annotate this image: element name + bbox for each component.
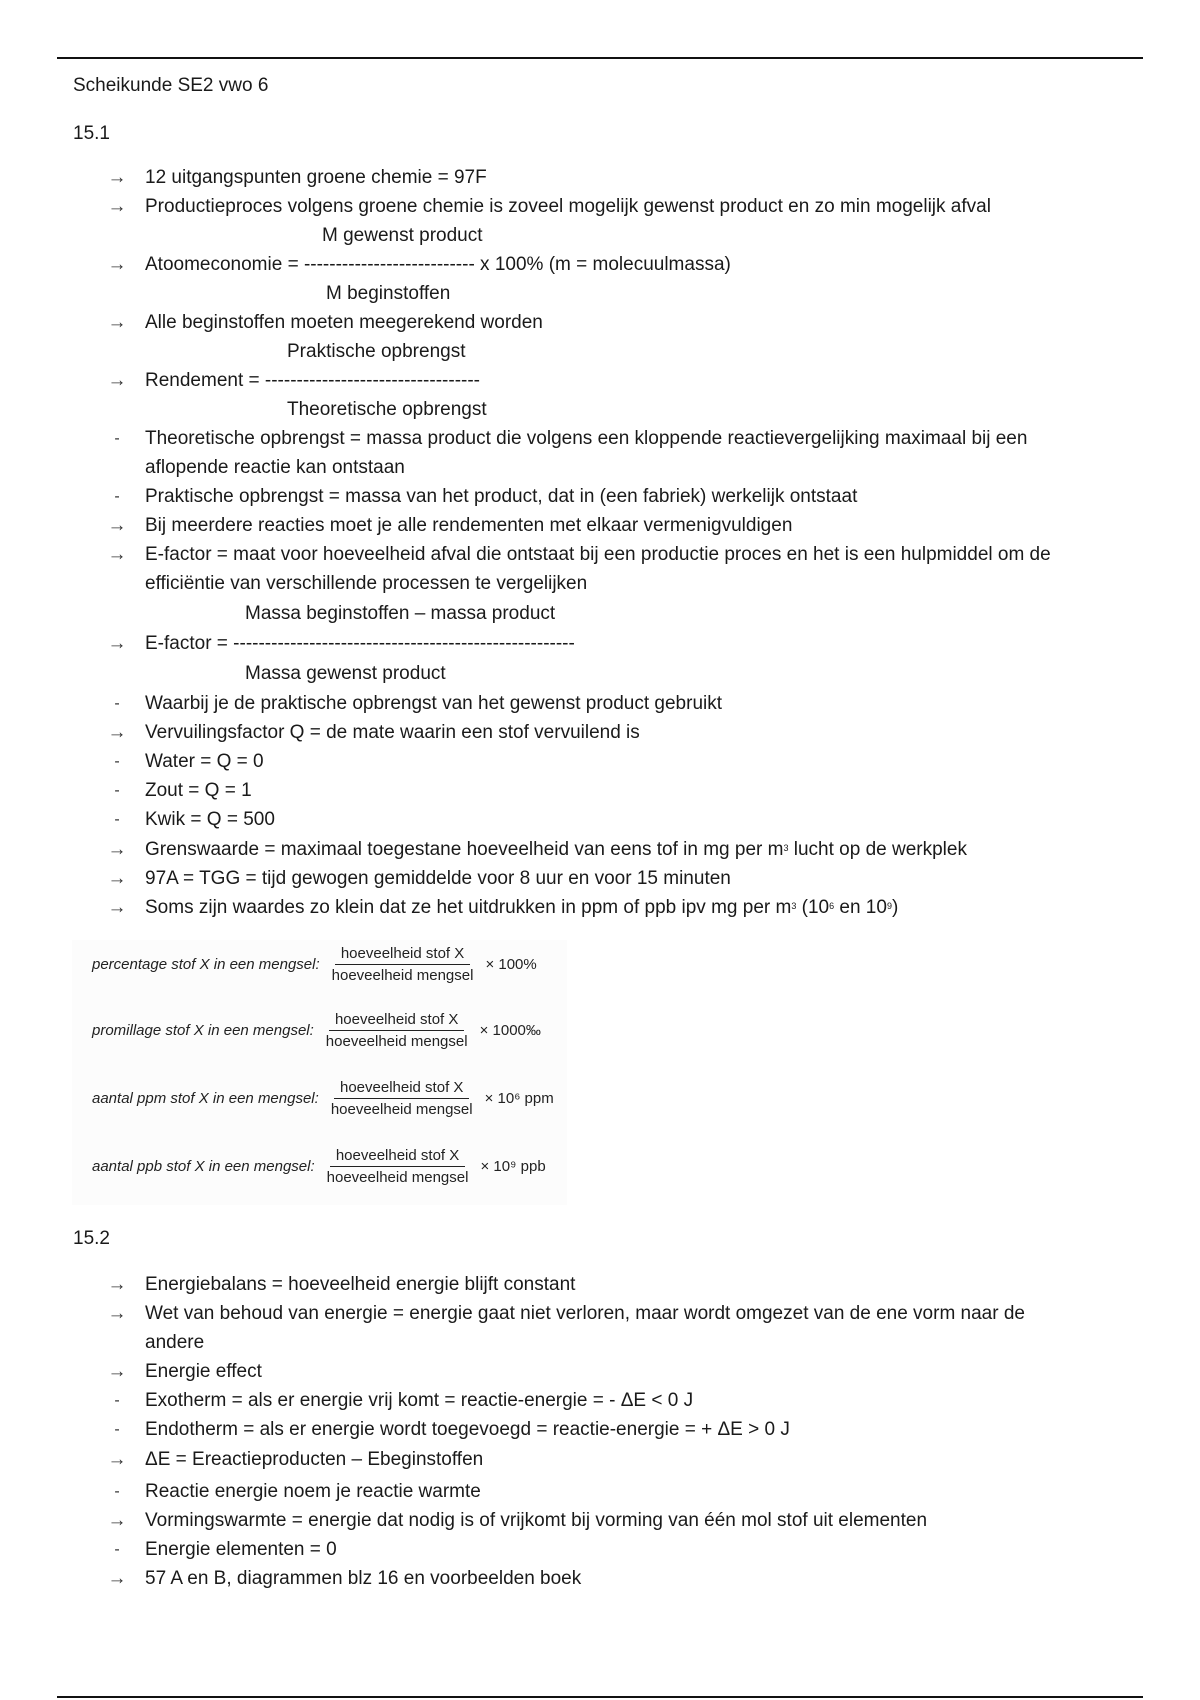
- arrow-bullet: →: [107, 1361, 127, 1382]
- formula-multiplier: × 10⁶ ppm: [484, 1089, 554, 1107]
- atoomeconomie-formula: Atoomeconomie = --------------------------- x 100% (m = molecuulmassa): [145, 254, 731, 275]
- arrow-bullet: →: [107, 370, 127, 391]
- formula-multiplier: × 10⁹ ppb: [480, 1157, 546, 1175]
- formula-label: percentage stof X in een mengsel:: [92, 955, 320, 973]
- fraction: [320, 1011, 474, 1050]
- fraction-numerator: hoeveelheid stof X: [330, 1147, 465, 1167]
- section-title-15-2: 15.2: [73, 1228, 110, 1249]
- list-item: 97A = TGG = tijd gewogen gemiddelde voor 8 uur en voor 15 minuten: [145, 868, 731, 889]
- list-item: Bij meerdere reacties moet je alle rendementen met elkaar vermenigvuldigen: [145, 515, 793, 536]
- fraction-numerator: hoeveelheid stof X: [334, 1079, 469, 1099]
- dash-bullet: -: [114, 695, 120, 712]
- arrow-bullet: →: [107, 839, 127, 860]
- arrow-bullet: →: [107, 1449, 127, 1470]
- list-item: Energiebalans = hoeveelheid energie blijft constant: [145, 1274, 576, 1295]
- efactor-denominator: Massa gewenst product: [245, 663, 446, 684]
- list-item: Endotherm = als er energie wordt toegevoegd = reactie-energie = + ΔE > 0 J: [145, 1419, 790, 1440]
- fraction: [326, 945, 480, 984]
- list-item: Productieproces volgens groene chemie is zoveel mogelijk gewenst product en zo min mogelijk afval: [145, 196, 991, 217]
- dash-bullet: -: [114, 753, 120, 770]
- arrow-bullet: →: [107, 167, 127, 188]
- list-item: ΔE = Ereactieproducten – Ebeginstoffen: [145, 1449, 484, 1470]
- dash-bullet: -: [114, 1421, 120, 1438]
- list-item: Water = Q = 0: [145, 751, 264, 772]
- dash-bullet: -: [114, 1483, 120, 1500]
- list-item: Reactie energie noem je reactie warmte: [145, 1481, 481, 1502]
- dash-bullet: -: [114, 488, 120, 505]
- formula-label: aantal ppm stof X in een mengsel:: [92, 1089, 319, 1107]
- fraction-numerator: hoeveelheid stof X: [329, 1011, 464, 1031]
- arrow-bullet: →: [107, 1568, 127, 1589]
- arrow-bullet: →: [107, 196, 127, 217]
- section-title-15-1: 15.1: [73, 123, 110, 144]
- formula-row-percentage: [92, 940, 537, 988]
- fraction-denominator: hoeveelheid mengsel: [326, 1168, 469, 1186]
- efactor-numerator: Massa beginstoffen – massa product: [245, 603, 556, 624]
- list-item: Energie elementen = 0: [145, 1539, 337, 1560]
- list-item: Energie effect: [145, 1361, 262, 1382]
- fraction: [321, 1147, 475, 1186]
- dash-bullet: -: [114, 811, 120, 828]
- atoom-numerator: M gewenst product: [322, 225, 483, 246]
- list-item-continuation: efficiëntie van verschillende processen te vergelijken: [145, 573, 588, 594]
- efactor-formula: E-factor = ------------------------------------------------------: [145, 633, 575, 654]
- formula-multiplier: × 100%: [485, 955, 537, 973]
- arrow-bullet: →: [107, 1274, 127, 1295]
- rendement-denominator: Theoretische opbrengst: [287, 399, 487, 420]
- formula-row-ppm: [92, 1074, 554, 1122]
- list-item: E-factor = maat voor hoeveelheid afval die ontstaat bij een productie proces en het is een hulpmiddel om de: [145, 544, 1051, 565]
- fraction-denominator: hoeveelheid mengsel: [331, 966, 474, 984]
- arrow-bullet: →: [107, 868, 127, 889]
- formula-row-promillage: [92, 1006, 541, 1054]
- formula-label: promillage stof X in een mengsel:: [92, 1021, 314, 1039]
- arrow-bullet: →: [107, 1303, 127, 1324]
- arrow-bullet: →: [107, 722, 127, 743]
- list-item: 57 A en B, diagrammen blz 16 en voorbeelden boek: [145, 1568, 582, 1589]
- fraction: [325, 1079, 479, 1118]
- dash-bullet: -: [114, 430, 120, 447]
- list-item: Alle beginstoffen moeten meegerekend worden: [145, 312, 543, 333]
- top-rule: [57, 57, 1143, 59]
- list-item: Waarbij je de praktische opbrengst van het gewenst product gebruikt: [145, 693, 723, 714]
- list-item: Wet van behoud van energie = energie gaat niet verloren, maar wordt omgezet van de ene vorm naar de: [145, 1303, 1025, 1324]
- atoom-denominator: M beginstoffen: [326, 283, 451, 304]
- document-header: Scheikunde SE2 vwo 6: [73, 75, 269, 96]
- list-item: Vormingswarmte = energie dat nodig is of vrijkomt bij vorming van één mol stof uit elementen: [145, 1510, 928, 1531]
- list-item-grenswaarde: Grenswaarde = maximaal toegestane hoeveelheid van eens tof in mg per $m^3$ lucht op de werkplek: [145, 839, 967, 860]
- list-item: Kwik = Q = 500: [145, 809, 275, 830]
- fraction-denominator: hoeveelheid mengsel: [330, 1100, 473, 1118]
- list-item: Zout = Q = 1: [145, 780, 252, 801]
- list-item: Exotherm = als er energie vrij komt = reactie-energie = - ΔE < 0 J: [145, 1390, 694, 1411]
- arrow-bullet: →: [107, 254, 127, 275]
- list-item: 12 uitgangspunten groene chemie = 97F: [145, 167, 487, 188]
- arrow-bullet: →: [107, 544, 127, 565]
- arrow-bullet: →: [107, 1510, 127, 1531]
- dash-bullet: -: [114, 782, 120, 799]
- rendement-formula: Rendement = ----------------------------------: [145, 370, 481, 391]
- list-item-continuation: aflopende reactie kan ontstaan: [145, 457, 405, 478]
- arrow-bullet: →: [107, 633, 127, 654]
- formula-row-ppb: [92, 1142, 546, 1190]
- list-item: Vervuilingsfactor Q = de mate waarin een stof vervuilend is: [145, 722, 640, 743]
- dash-bullet: -: [114, 1541, 120, 1558]
- list-item: Theoretische opbrengst = massa product die volgens een kloppende reactievergelijking maximaal bij een: [145, 428, 1028, 449]
- arrow-bullet: →: [107, 897, 127, 918]
- list-item: Praktische opbrengst = massa van het product, dat in (een fabriek) werkelijk ontstaat: [145, 486, 858, 507]
- arrow-bullet: →: [107, 312, 127, 333]
- arrow-bullet: →: [107, 515, 127, 536]
- fraction-denominator: hoeveelheid mengsel: [325, 1032, 468, 1050]
- concentration-formulas-figure: [72, 940, 567, 1205]
- list-item-continuation: andere: [145, 1332, 205, 1353]
- formula-label: aantal ppb stof X in een mengsel:: [92, 1157, 315, 1175]
- rendement-numerator: Praktische opbrengst: [287, 341, 466, 362]
- list-item-ppm: Soms zijn waardes zo klein dat ze het uitdrukken in ppm of ppb ipv mg per $m^3$ ($10^6$ en $10^9$): [145, 897, 899, 918]
- formula-multiplier: × 1000‰: [479, 1021, 541, 1039]
- dash-bullet: -: [114, 1392, 120, 1409]
- bottom-rule: [57, 1696, 1143, 1698]
- fraction-numerator: hoeveelheid stof X: [335, 945, 470, 965]
